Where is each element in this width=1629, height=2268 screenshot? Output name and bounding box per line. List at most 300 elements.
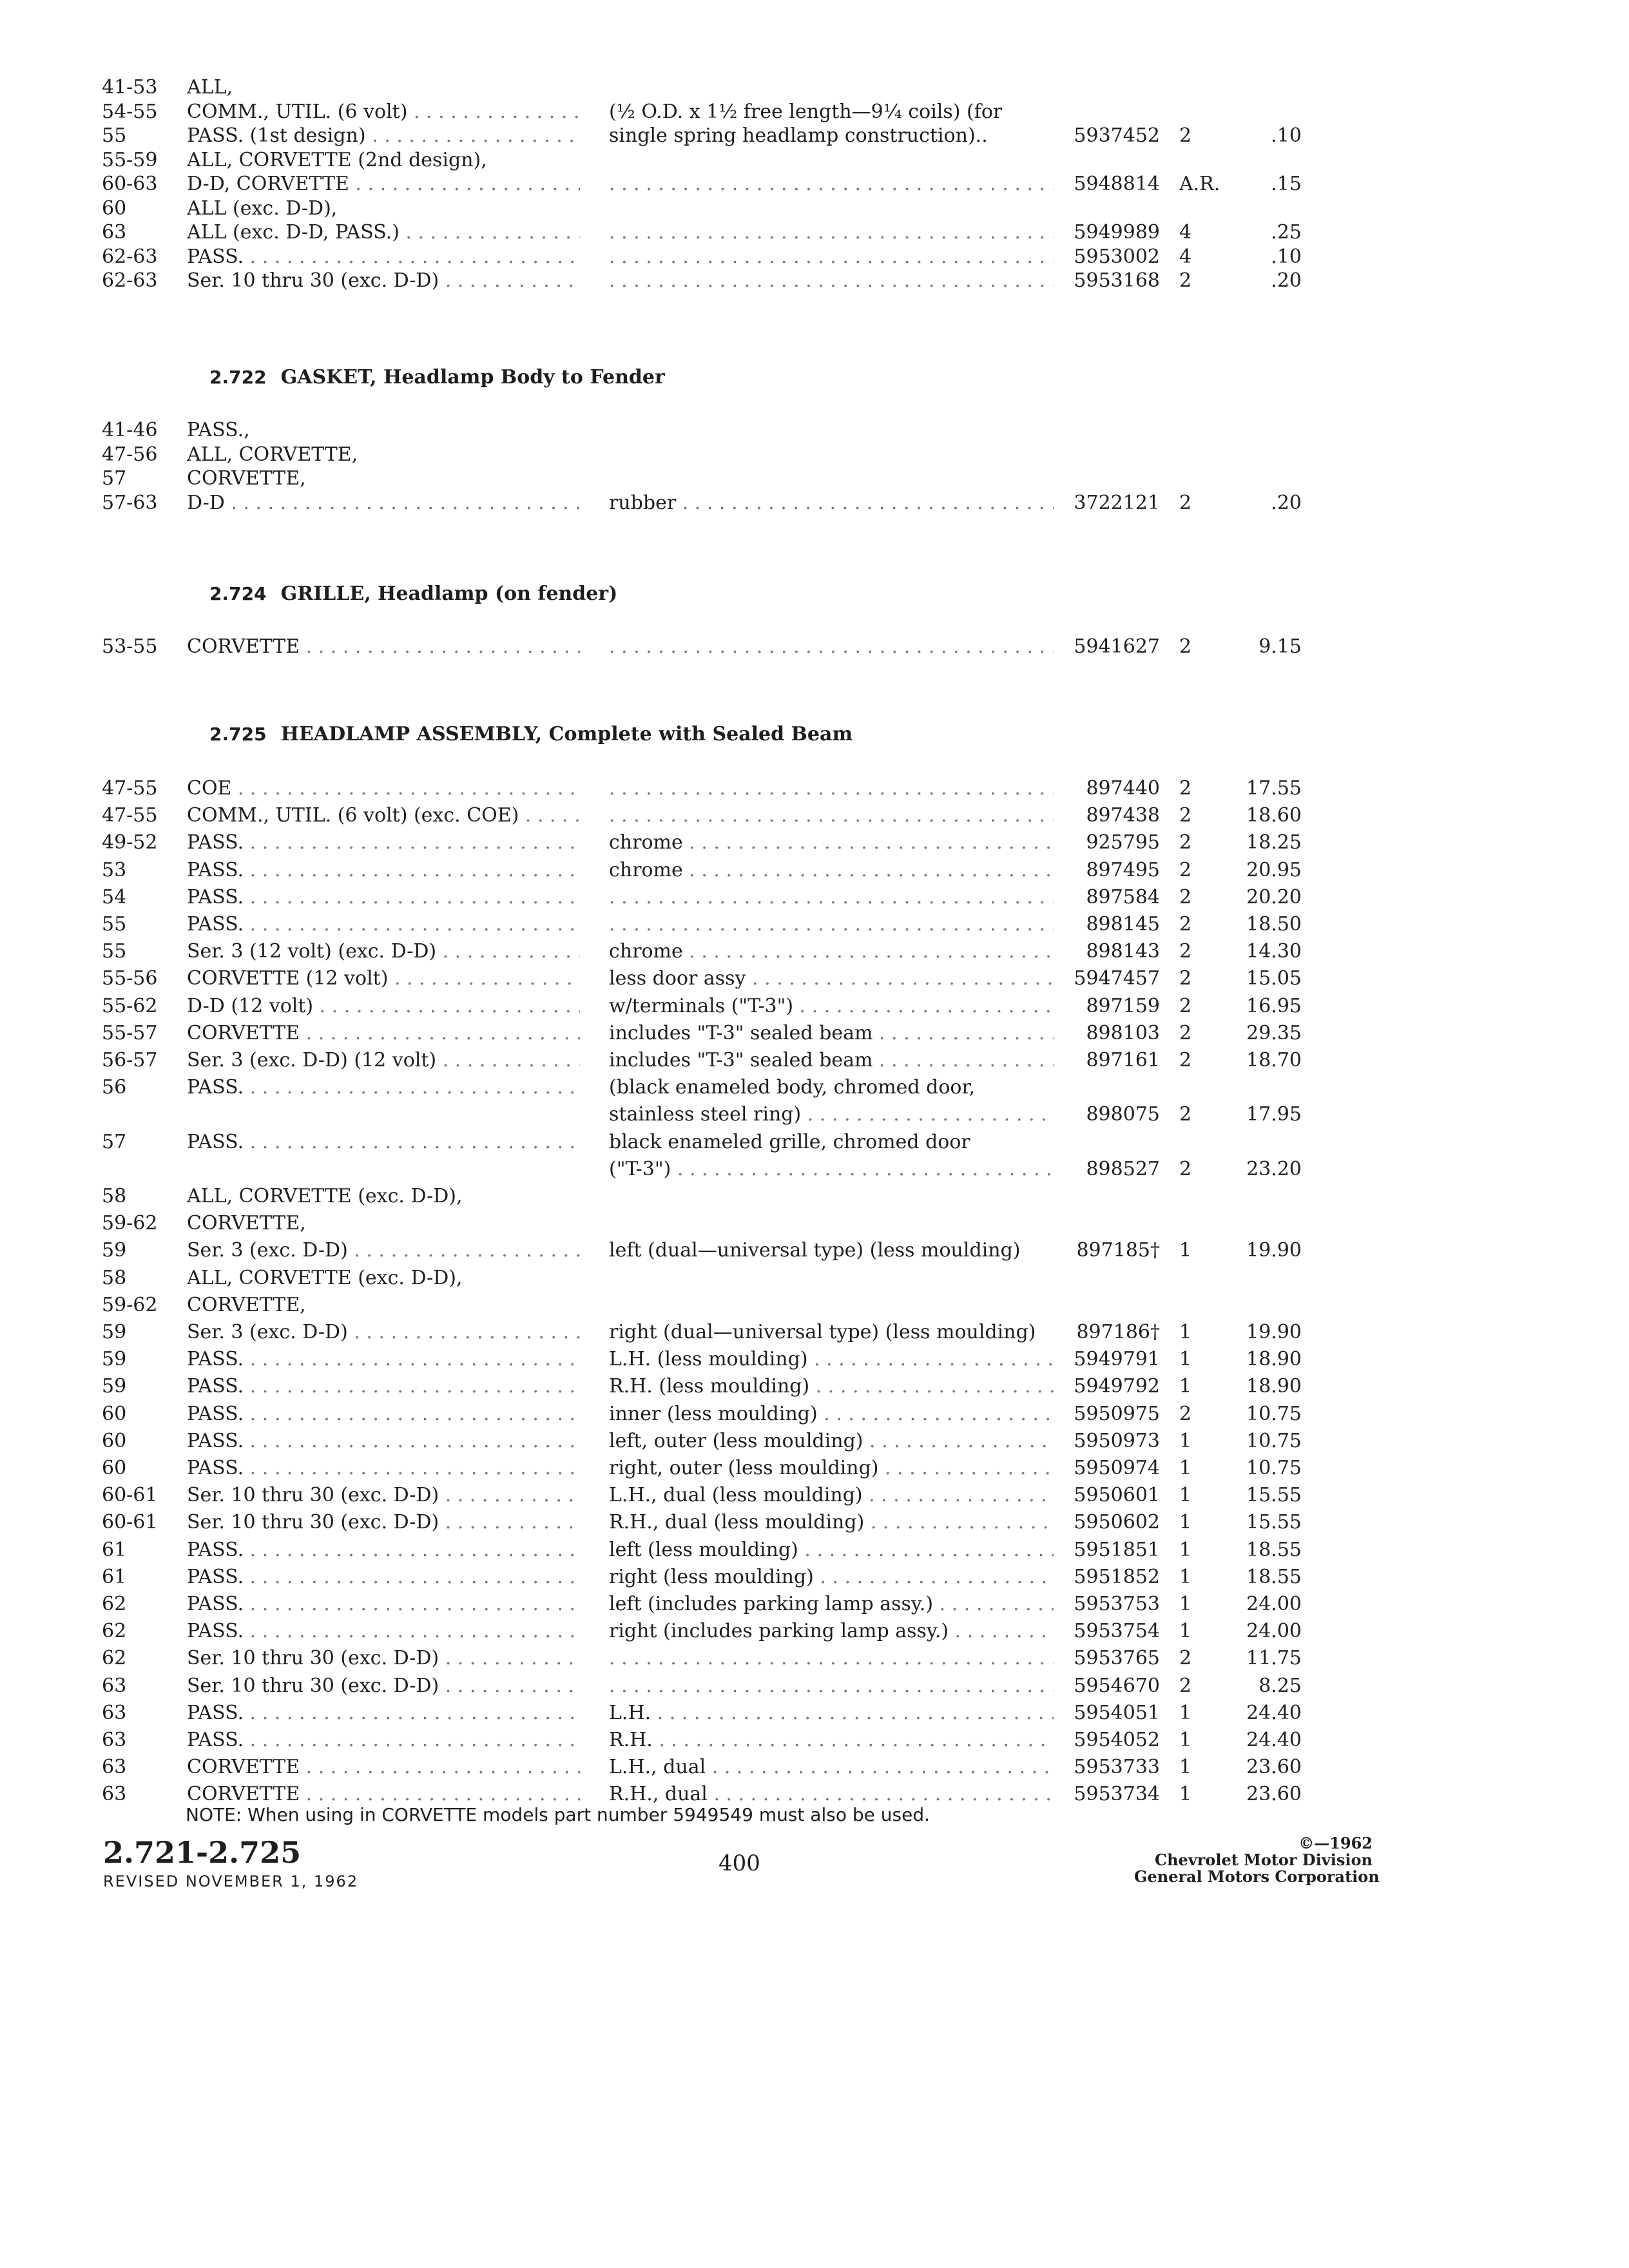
model-application: PASS. . . . bbox=[187, 1727, 580, 1753]
model-year: 62 bbox=[102, 1620, 127, 1643]
model-year: 60 bbox=[102, 197, 127, 220]
model-application: PASS. . . . bbox=[187, 1564, 580, 1590]
part-description: left (includes parking lamp assy.) . . . bbox=[609, 1591, 1054, 1617]
model-year: 63 bbox=[102, 1783, 127, 1806]
part-number: 5950973 bbox=[1074, 1429, 1160, 1452]
table-row bbox=[0, 1591, 1629, 1620]
table-row bbox=[0, 1184, 1629, 1212]
part-description bbox=[609, 1673, 1054, 1699]
page-number: 400 bbox=[718, 1850, 760, 1876]
model-year: 53 bbox=[102, 858, 127, 881]
quantity: 2 bbox=[1179, 1049, 1192, 1072]
quantity: 2 bbox=[1179, 858, 1192, 881]
quantity: 1 bbox=[1179, 1429, 1192, 1452]
part-description: left (less moulding) . . . bbox=[609, 1537, 1054, 1563]
part-number: 5953002 bbox=[1074, 245, 1160, 268]
table-row bbox=[0, 1619, 1629, 1647]
model-application: PASS. (1st design) . . . bbox=[187, 123, 580, 149]
quantity: 2 bbox=[1179, 777, 1192, 800]
part-description bbox=[609, 220, 1054, 245]
part-description: w/terminals ("T-3") . . . bbox=[609, 994, 1054, 1019]
model-application: PASS. . . . bbox=[187, 1129, 580, 1155]
quantity: A.R. bbox=[1179, 173, 1220, 195]
list-price: 15.55 bbox=[1246, 1484, 1302, 1507]
model-year: 59-62 bbox=[102, 1212, 158, 1235]
revision-date: REVISED NOVEMBER 1, 1962 bbox=[103, 1872, 359, 1890]
list-price: 20.95 bbox=[1246, 858, 1302, 881]
list-price: 24.00 bbox=[1246, 1593, 1302, 1615]
quantity: 1 bbox=[1179, 1538, 1192, 1561]
model-application: PASS. . . . bbox=[187, 244, 580, 270]
part-number: 5947457 bbox=[1074, 967, 1160, 990]
part-number: 897495 bbox=[1086, 858, 1160, 881]
quantity: 1 bbox=[1179, 1239, 1192, 1262]
model-application: PASS. . . . bbox=[187, 858, 580, 883]
quantity: 4 bbox=[1179, 245, 1192, 268]
list-price: 23.20 bbox=[1246, 1157, 1302, 1180]
section-title: HEADLAMP ASSEMBLY, Complete with Sealed Beam bbox=[280, 723, 853, 745]
copyright: ©—1962 bbox=[1298, 1834, 1373, 1852]
list-price: 8.25 bbox=[1258, 1674, 1302, 1697]
table-row bbox=[0, 1510, 1629, 1538]
model-application: Ser. 10 thru 30 (exc. D-D) . . . bbox=[187, 1646, 580, 1671]
model-application: Ser. 3 (exc. D-D) . . . bbox=[187, 1238, 580, 1264]
model-year: 63 bbox=[102, 1729, 127, 1751]
model-application: CORVETTE . . . bbox=[187, 1782, 580, 1807]
quantity: 1 bbox=[1179, 1729, 1192, 1751]
list-price: 9.15 bbox=[1258, 635, 1302, 658]
list-price: 18.55 bbox=[1246, 1565, 1302, 1588]
model-application: PASS. . . . bbox=[187, 1075, 580, 1100]
list-price: 18.70 bbox=[1246, 1049, 1302, 1072]
quantity: 2 bbox=[1179, 1402, 1192, 1425]
model-application: PASS. . . . bbox=[187, 1619, 580, 1644]
model-application: D-D (12 volt) . . . bbox=[187, 994, 580, 1019]
part-number: 898143 bbox=[1086, 940, 1160, 963]
footnote: NOTE: When using in CORVETTE models part number 5949549 must also be used. bbox=[186, 1804, 930, 1825]
table-row bbox=[0, 1320, 1629, 1348]
part-description: left (dual—universal type) (less moulding) bbox=[609, 1239, 1021, 1262]
model-application: Ser. 3 (12 volt) (exc. D-D) . . . bbox=[187, 939, 580, 965]
table-row bbox=[0, 1537, 1629, 1566]
model-application: CORVETTE, bbox=[187, 1293, 306, 1316]
part-description: chrome . . . bbox=[609, 858, 1054, 883]
part-number: 5950975 bbox=[1074, 1402, 1160, 1425]
part-number: 5950601 bbox=[1074, 1484, 1160, 1507]
part-number: 3722121 bbox=[1074, 491, 1160, 514]
table-row bbox=[0, 1102, 1629, 1130]
model-year: 62 bbox=[102, 1647, 127, 1670]
quantity: 2 bbox=[1179, 124, 1192, 147]
table-row bbox=[0, 1456, 1629, 1484]
part-description: L.H. (less moulding) . . . bbox=[609, 1347, 1054, 1372]
table-row bbox=[0, 268, 1629, 296]
quantity: 4 bbox=[1179, 221, 1192, 244]
list-price: 15.55 bbox=[1246, 1511, 1302, 1534]
part-number: 5953734 bbox=[1074, 1783, 1160, 1806]
list-price: 18.90 bbox=[1246, 1348, 1302, 1371]
list-price: .15 bbox=[1271, 173, 1302, 195]
part-number: 5949792 bbox=[1074, 1375, 1160, 1398]
quantity: 2 bbox=[1179, 269, 1192, 292]
quantity: 2 bbox=[1179, 1103, 1192, 1126]
part-description bbox=[609, 885, 1054, 910]
part-description: includes "T-3" sealed beam . . . bbox=[609, 1048, 1054, 1073]
table-row bbox=[0, 490, 1629, 519]
part-number: 5948814 bbox=[1074, 173, 1160, 195]
part-description: L.H., dual (less moulding) . . . bbox=[609, 1483, 1054, 1508]
list-price: 10.75 bbox=[1246, 1402, 1302, 1425]
list-price: 20.20 bbox=[1246, 885, 1302, 908]
quantity: 1 bbox=[1179, 1321, 1192, 1343]
model-year: 60-61 bbox=[102, 1511, 158, 1534]
model-year: 61 bbox=[102, 1565, 127, 1588]
quantity: 2 bbox=[1179, 1157, 1192, 1180]
part-description bbox=[609, 268, 1054, 294]
list-price: 19.90 bbox=[1246, 1239, 1302, 1262]
table-row bbox=[0, 1401, 1629, 1430]
model-year: 54 bbox=[102, 885, 127, 908]
table-row bbox=[0, 858, 1629, 886]
list-price: 11.75 bbox=[1246, 1647, 1302, 1670]
part-number: 5949791 bbox=[1074, 1348, 1160, 1371]
part-description: right (includes parking lamp assy.) . . . bbox=[609, 1619, 1054, 1644]
model-year: 57-63 bbox=[102, 491, 158, 514]
model-year: 57 bbox=[102, 1130, 127, 1153]
table-row bbox=[0, 1293, 1629, 1321]
model-year: 55 bbox=[102, 124, 127, 147]
list-price: .20 bbox=[1271, 269, 1302, 292]
part-number: 898145 bbox=[1086, 913, 1160, 936]
part-description bbox=[609, 171, 1054, 197]
part-description bbox=[609, 1646, 1054, 1671]
model-application: Ser. 10 thru 30 (exc. D-D) . . . bbox=[187, 268, 580, 294]
part-description bbox=[609, 776, 1054, 802]
model-year: 63 bbox=[102, 221, 127, 244]
quantity: 2 bbox=[1179, 913, 1192, 936]
part-number: 897438 bbox=[1086, 804, 1160, 827]
model-year: 53-55 bbox=[102, 635, 158, 658]
list-price: .25 bbox=[1271, 221, 1302, 244]
model-application: Ser. 10 thru 30 (exc. D-D) . . . bbox=[187, 1673, 580, 1699]
quantity: 1 bbox=[1179, 1620, 1192, 1643]
part-description: R.H., dual (less moulding) . . . bbox=[609, 1510, 1054, 1535]
part-description: inner (less moulding) . . . bbox=[609, 1401, 1054, 1427]
model-year: 58 bbox=[102, 1185, 127, 1207]
model-year: 62 bbox=[102, 1593, 127, 1615]
part-number: 897440 bbox=[1086, 777, 1160, 800]
part-description: R.H. . . . bbox=[609, 1727, 1054, 1753]
quantity: 1 bbox=[1179, 1484, 1192, 1507]
quantity: 1 bbox=[1179, 1511, 1192, 1534]
list-price: 17.55 bbox=[1246, 777, 1302, 800]
model-application: PASS. . . . bbox=[187, 912, 580, 937]
model-application: CORVETTE (12 volt) . . . bbox=[187, 966, 580, 992]
model-application: ALL (exc. D-D, PASS.) . . . bbox=[187, 220, 580, 245]
model-year: 59 bbox=[102, 1321, 127, 1343]
part-number: 5950974 bbox=[1074, 1457, 1160, 1479]
quantity: 1 bbox=[1179, 1783, 1192, 1806]
part-number: 898527 bbox=[1086, 1157, 1160, 1180]
model-year: 47-55 bbox=[102, 777, 158, 800]
quantity: 2 bbox=[1179, 831, 1192, 854]
part-number: 5951851 bbox=[1074, 1538, 1160, 1561]
model-application: PASS. . . . bbox=[187, 1401, 580, 1427]
part-number: 5950602 bbox=[1074, 1511, 1160, 1534]
part-number: 5953765 bbox=[1074, 1647, 1160, 1670]
quantity: 2 bbox=[1179, 885, 1192, 908]
table-row bbox=[0, 1157, 1629, 1185]
table-row bbox=[0, 1374, 1629, 1402]
table-row bbox=[0, 1265, 1629, 1294]
quantity: 2 bbox=[1179, 491, 1192, 514]
part-number: 898075 bbox=[1086, 1103, 1160, 1126]
part-description: rubber . . . bbox=[609, 490, 1054, 516]
list-price: 24.40 bbox=[1246, 1701, 1302, 1724]
model-year: 58 bbox=[102, 1266, 127, 1289]
quantity: 2 bbox=[1179, 635, 1192, 658]
part-number: 897186† bbox=[1076, 1321, 1160, 1343]
part-number: 898103 bbox=[1086, 1021, 1160, 1044]
part-number: 5953733 bbox=[1074, 1756, 1160, 1779]
model-year: 55-57 bbox=[102, 1021, 158, 1044]
quantity: 2 bbox=[1179, 994, 1192, 1017]
model-year: 60 bbox=[102, 1457, 127, 1479]
part-description: less door assy . . . bbox=[609, 966, 1054, 992]
model-application: Ser. 10 thru 30 (exc. D-D) . . . bbox=[187, 1510, 580, 1535]
model-application: PASS. . . . bbox=[187, 1591, 580, 1617]
list-price: 29.35 bbox=[1246, 1021, 1302, 1044]
part-description: L.H. . . . bbox=[609, 1700, 1054, 1726]
table-row bbox=[0, 994, 1629, 1022]
table-row bbox=[0, 885, 1629, 913]
quantity: 1 bbox=[1179, 1375, 1192, 1398]
part-number: 5954051 bbox=[1074, 1701, 1160, 1724]
quantity: 1 bbox=[1179, 1457, 1192, 1479]
model-year: 41-46 bbox=[102, 419, 158, 441]
model-year: 55-59 bbox=[102, 148, 158, 171]
quantity: 1 bbox=[1179, 1756, 1192, 1779]
list-price: 24.40 bbox=[1246, 1729, 1302, 1751]
model-application: CORVETTE . . . bbox=[187, 634, 580, 660]
page-section-range: 2.721-2.725 bbox=[103, 1835, 302, 1870]
table-row bbox=[0, 1646, 1629, 1674]
part-description: right (less moulding) . . . bbox=[609, 1564, 1054, 1590]
part-description: left, outer (less moulding) . . . bbox=[609, 1428, 1054, 1454]
model-year: 59 bbox=[102, 1239, 127, 1262]
quantity: 2 bbox=[1179, 1647, 1192, 1670]
part-number: 5949989 bbox=[1074, 221, 1160, 244]
part-description: black enameled grille, chromed door bbox=[609, 1130, 970, 1153]
part-description: single spring headlamp construction).. bbox=[609, 124, 988, 147]
quantity: 2 bbox=[1179, 1674, 1192, 1697]
part-description: chrome . . . bbox=[609, 830, 1054, 856]
list-price: .20 bbox=[1271, 491, 1302, 514]
table-row bbox=[0, 776, 1629, 804]
list-price: 10.75 bbox=[1246, 1457, 1302, 1479]
model-year: 63 bbox=[102, 1701, 127, 1724]
model-application: PASS. . . . bbox=[187, 1700, 580, 1726]
model-year: 57 bbox=[102, 467, 127, 490]
model-year: 56-57 bbox=[102, 1049, 158, 1072]
list-price: 16.95 bbox=[1246, 994, 1302, 1017]
model-year: 59-62 bbox=[102, 1293, 158, 1316]
list-price: .10 bbox=[1271, 245, 1302, 268]
table-row bbox=[0, 1564, 1629, 1593]
model-application: ALL, CORVETTE (exc. D-D), bbox=[187, 1266, 463, 1289]
part-description: R.H., dual . . . bbox=[609, 1782, 1054, 1807]
part-number: 5941627 bbox=[1074, 635, 1160, 658]
list-price: 23.60 bbox=[1246, 1756, 1302, 1779]
part-description: stainless steel ring) . . . bbox=[609, 1102, 1054, 1128]
model-application: PASS. . . . bbox=[187, 885, 580, 910]
part-number: 5937452 bbox=[1074, 124, 1160, 147]
list-price: 24.00 bbox=[1246, 1620, 1302, 1643]
model-year: 47-56 bbox=[102, 443, 158, 466]
table-row bbox=[0, 1727, 1629, 1756]
model-application: CORVETTE, bbox=[187, 1212, 306, 1235]
list-price: 14.30 bbox=[1246, 940, 1302, 963]
table-row bbox=[0, 803, 1629, 831]
model-application: D-D . . . bbox=[187, 490, 580, 516]
part-description: L.H., dual . . . bbox=[609, 1754, 1054, 1780]
list-price: 18.25 bbox=[1246, 831, 1302, 854]
quantity: 1 bbox=[1179, 1701, 1192, 1724]
part-number: 5954052 bbox=[1074, 1729, 1160, 1751]
quantity: 1 bbox=[1179, 1593, 1192, 1615]
model-application: PASS. . . . bbox=[187, 1347, 580, 1372]
list-price: 10.75 bbox=[1246, 1429, 1302, 1452]
model-application: PASS., bbox=[187, 419, 250, 441]
section-title: GRILLE, Headlamp (on fender) bbox=[280, 582, 618, 605]
quantity: 2 bbox=[1179, 967, 1192, 990]
model-application: PASS. . . . bbox=[187, 1537, 580, 1563]
model-application: D-D, CORVETTE . . . bbox=[187, 171, 580, 197]
quantity: 2 bbox=[1179, 1021, 1192, 1044]
model-year: 60-61 bbox=[102, 1484, 158, 1507]
model-year: 41-53 bbox=[102, 76, 158, 99]
table-row bbox=[0, 1347, 1629, 1375]
quantity: 1 bbox=[1179, 1348, 1192, 1371]
model-application: ALL (exc. D-D), bbox=[187, 197, 338, 220]
table-row bbox=[0, 1754, 1629, 1783]
model-application: CORVETTE . . . bbox=[187, 1754, 580, 1780]
section-number: 2.725 bbox=[209, 724, 267, 745]
list-price: 23.60 bbox=[1246, 1783, 1302, 1806]
quantity: 2 bbox=[1179, 940, 1192, 963]
model-year: 54-55 bbox=[102, 100, 158, 123]
model-application: COMM., UTIL. (6 volt) (exc. COE) . . . bbox=[187, 803, 580, 829]
model-year: 61 bbox=[102, 1538, 127, 1561]
part-number: 5953168 bbox=[1074, 269, 1160, 292]
part-description: (black enameled body, chromed door, bbox=[609, 1076, 976, 1099]
table-row bbox=[0, 1021, 1629, 1049]
corporation-name: General Motors Corporation bbox=[1134, 1867, 1380, 1886]
model-year: 55-56 bbox=[102, 967, 158, 990]
part-number: 897584 bbox=[1086, 885, 1160, 908]
part-number: 925795 bbox=[1086, 831, 1160, 854]
table-row bbox=[0, 912, 1629, 940]
table-row bbox=[0, 1129, 1629, 1158]
part-description bbox=[609, 244, 1054, 270]
model-year: 55-62 bbox=[102, 994, 158, 1017]
table-row bbox=[0, 1238, 1629, 1266]
model-year: 63 bbox=[102, 1674, 127, 1697]
table-row bbox=[0, 939, 1629, 967]
table-row bbox=[0, 1428, 1629, 1457]
table-row bbox=[0, 966, 1629, 994]
model-year: 49-52 bbox=[102, 831, 158, 854]
section-number: 2.722 bbox=[209, 367, 267, 388]
list-price: 19.90 bbox=[1246, 1321, 1302, 1343]
model-application: PASS. . . . bbox=[187, 830, 580, 856]
quantity: 1 bbox=[1179, 1565, 1192, 1588]
model-year: 62-63 bbox=[102, 269, 158, 292]
table-row bbox=[0, 830, 1629, 858]
table-row bbox=[0, 1075, 1629, 1103]
division-name: Chevrolet Motor Division bbox=[1155, 1850, 1373, 1869]
model-year: 60-63 bbox=[102, 173, 158, 195]
model-year: 55 bbox=[102, 913, 127, 936]
publisher-block bbox=[1134, 1834, 1380, 1886]
list-price: .10 bbox=[1271, 124, 1302, 147]
list-price: 17.95 bbox=[1246, 1103, 1302, 1126]
part-number: 5953753 bbox=[1074, 1593, 1160, 1615]
section-heading-2-724 bbox=[209, 582, 617, 605]
table-row bbox=[0, 1673, 1629, 1702]
part-description: R.H. (less moulding) . . . bbox=[609, 1374, 1054, 1399]
part-description: includes "T-3" sealed beam . . . bbox=[609, 1021, 1054, 1046]
part-description bbox=[609, 912, 1054, 937]
table-row bbox=[0, 634, 1629, 662]
model-application: Ser. 3 (exc. D-D) (12 volt) . . . bbox=[187, 1048, 580, 1073]
part-description bbox=[609, 634, 1054, 660]
model-application: Ser. 10 thru 30 (exc. D-D) . . . bbox=[187, 1483, 580, 1508]
table-row bbox=[0, 1700, 1629, 1729]
model-year: 55 bbox=[102, 940, 127, 963]
part-description: ("T-3") . . . bbox=[609, 1157, 1054, 1182]
model-application: CORVETTE, bbox=[187, 467, 306, 490]
part-description bbox=[609, 803, 1054, 829]
table-row bbox=[0, 1483, 1629, 1511]
part-number: 897185† bbox=[1076, 1239, 1160, 1262]
part-description: right (dual—universal type) (less moulding) bbox=[609, 1321, 1036, 1343]
model-application: PASS. . . . bbox=[187, 1456, 580, 1481]
table-row bbox=[0, 1048, 1629, 1076]
model-year: 59 bbox=[102, 1375, 127, 1398]
list-price: 18.50 bbox=[1246, 913, 1302, 936]
model-application: COMM., UTIL. (6 volt) . . . bbox=[187, 99, 580, 125]
model-application: ALL, bbox=[187, 76, 233, 99]
model-application: PASS. . . . bbox=[187, 1428, 580, 1454]
quantity: 2 bbox=[1179, 804, 1192, 827]
list-price: 18.55 bbox=[1246, 1538, 1302, 1561]
part-description: (½ O.D. x 1½ free length—9¼ coils) (for bbox=[609, 100, 1003, 123]
section-heading-2-722 bbox=[209, 366, 665, 389]
table-row bbox=[0, 1211, 1629, 1239]
list-price: 15.05 bbox=[1246, 967, 1302, 990]
section-heading-2-725 bbox=[209, 723, 853, 745]
part-number: 897159 bbox=[1086, 994, 1160, 1017]
model-year: 59 bbox=[102, 1348, 127, 1371]
model-application: ALL, CORVETTE, bbox=[187, 443, 358, 466]
model-application: PASS. . . . bbox=[187, 1374, 580, 1399]
model-year: 56 bbox=[102, 1076, 127, 1099]
model-year: 63 bbox=[102, 1756, 127, 1779]
model-application: COE . . . bbox=[187, 776, 580, 802]
section-title: GASKET, Headlamp Body to Fender bbox=[280, 366, 665, 389]
list-price: 18.60 bbox=[1246, 804, 1302, 827]
